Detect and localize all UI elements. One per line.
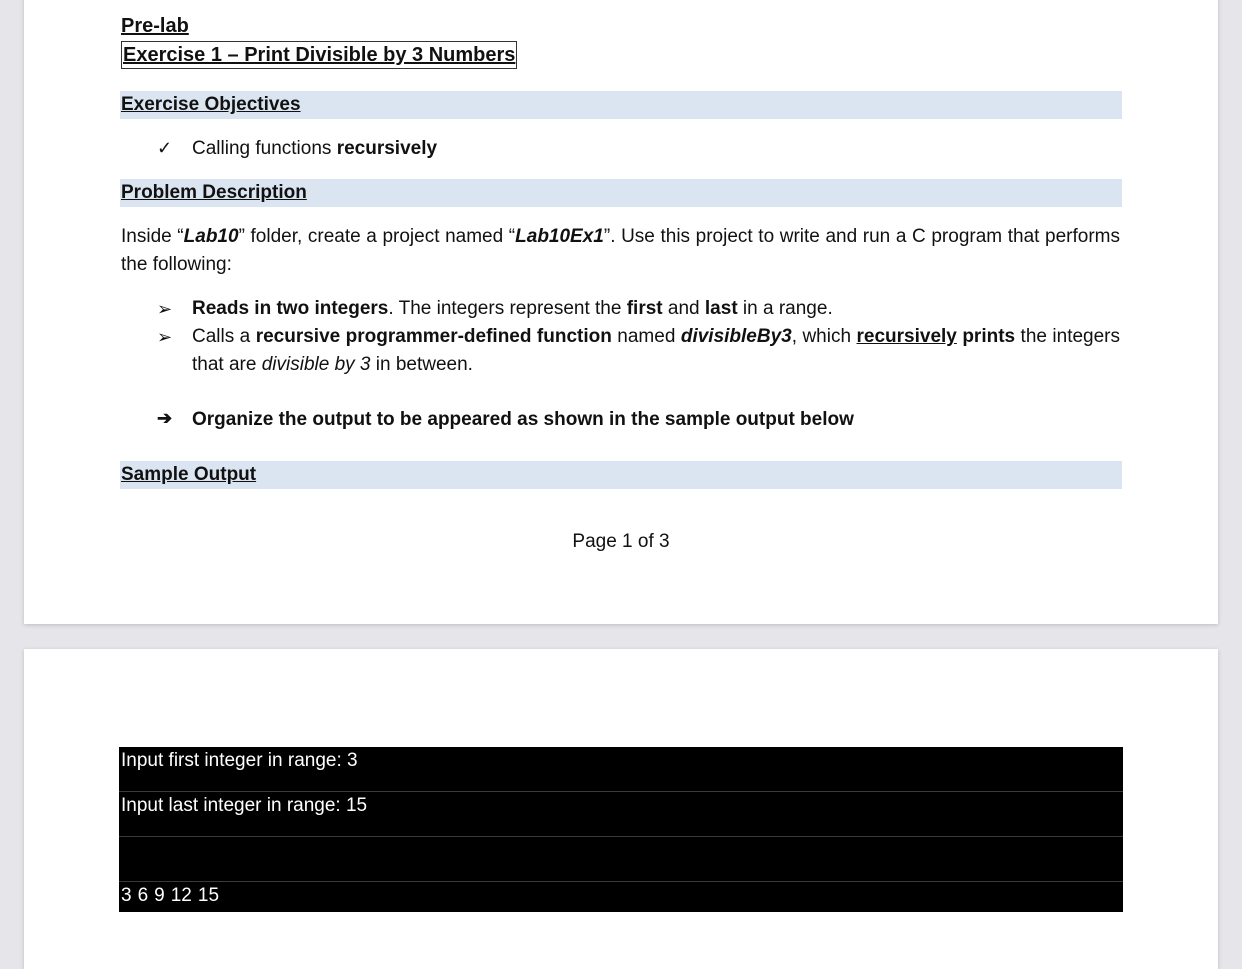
bullet-item-recursive-call: Calls a recursive programmer-defined function named divisibleBy3, which recursively prints the integers that are divisible by 3 in between. bbox=[192, 326, 1120, 375]
output-number: 6 bbox=[137, 885, 149, 906]
problem-heading: Problem Description bbox=[121, 182, 307, 203]
sample-output-console bbox=[119, 747, 1123, 912]
bullet-arrow-icon: ➢ bbox=[157, 327, 173, 347]
problem-heading-band bbox=[120, 179, 1122, 207]
exercise-title: Exercise 1 – Print Divisible by 3 Numbers bbox=[121, 41, 517, 69]
page-footer: Page 1 of 3 bbox=[572, 531, 670, 552]
checkmark-icon: ✓ bbox=[157, 138, 173, 158]
sample-heading-band bbox=[120, 461, 1122, 489]
console-line-last-input: Input last integer in range: 15 bbox=[119, 792, 1123, 837]
right-arrow-icon: ➔ bbox=[157, 408, 173, 428]
document-page-1 bbox=[24, 0, 1218, 624]
sample-heading: Sample Output bbox=[121, 464, 257, 485]
output-number: 9 bbox=[154, 885, 165, 906]
output-number: 3 bbox=[121, 885, 132, 906]
bullet-arrow-icon: ➢ bbox=[157, 299, 173, 319]
objectives-heading: Exercise Objectives bbox=[121, 94, 301, 115]
objectives-heading-band bbox=[120, 91, 1122, 119]
console-line-numbers bbox=[119, 882, 1123, 912]
console-line-blank bbox=[119, 837, 1123, 882]
problem-description: Inside “Lab10” folder, create a project named “Lab10Ex1”. Use this project to write and run a C program that performs the following: bbox=[121, 226, 1120, 275]
objective-item: Calling functions recursively bbox=[192, 138, 438, 159]
organize-note: Organize the output to be appeared as shown in the sample output below bbox=[192, 409, 854, 430]
prelab-heading: Pre-lab bbox=[121, 15, 189, 37]
console-line-first-input: Input first integer in range: 3 bbox=[119, 747, 1123, 792]
output-number: 12 bbox=[170, 885, 192, 906]
output-number: 15 bbox=[197, 885, 220, 906]
bullet-item-read-integers: Reads in two integers. The integers represent the first and last in a range. bbox=[192, 298, 833, 319]
document-page-2 bbox=[24, 649, 1218, 969]
